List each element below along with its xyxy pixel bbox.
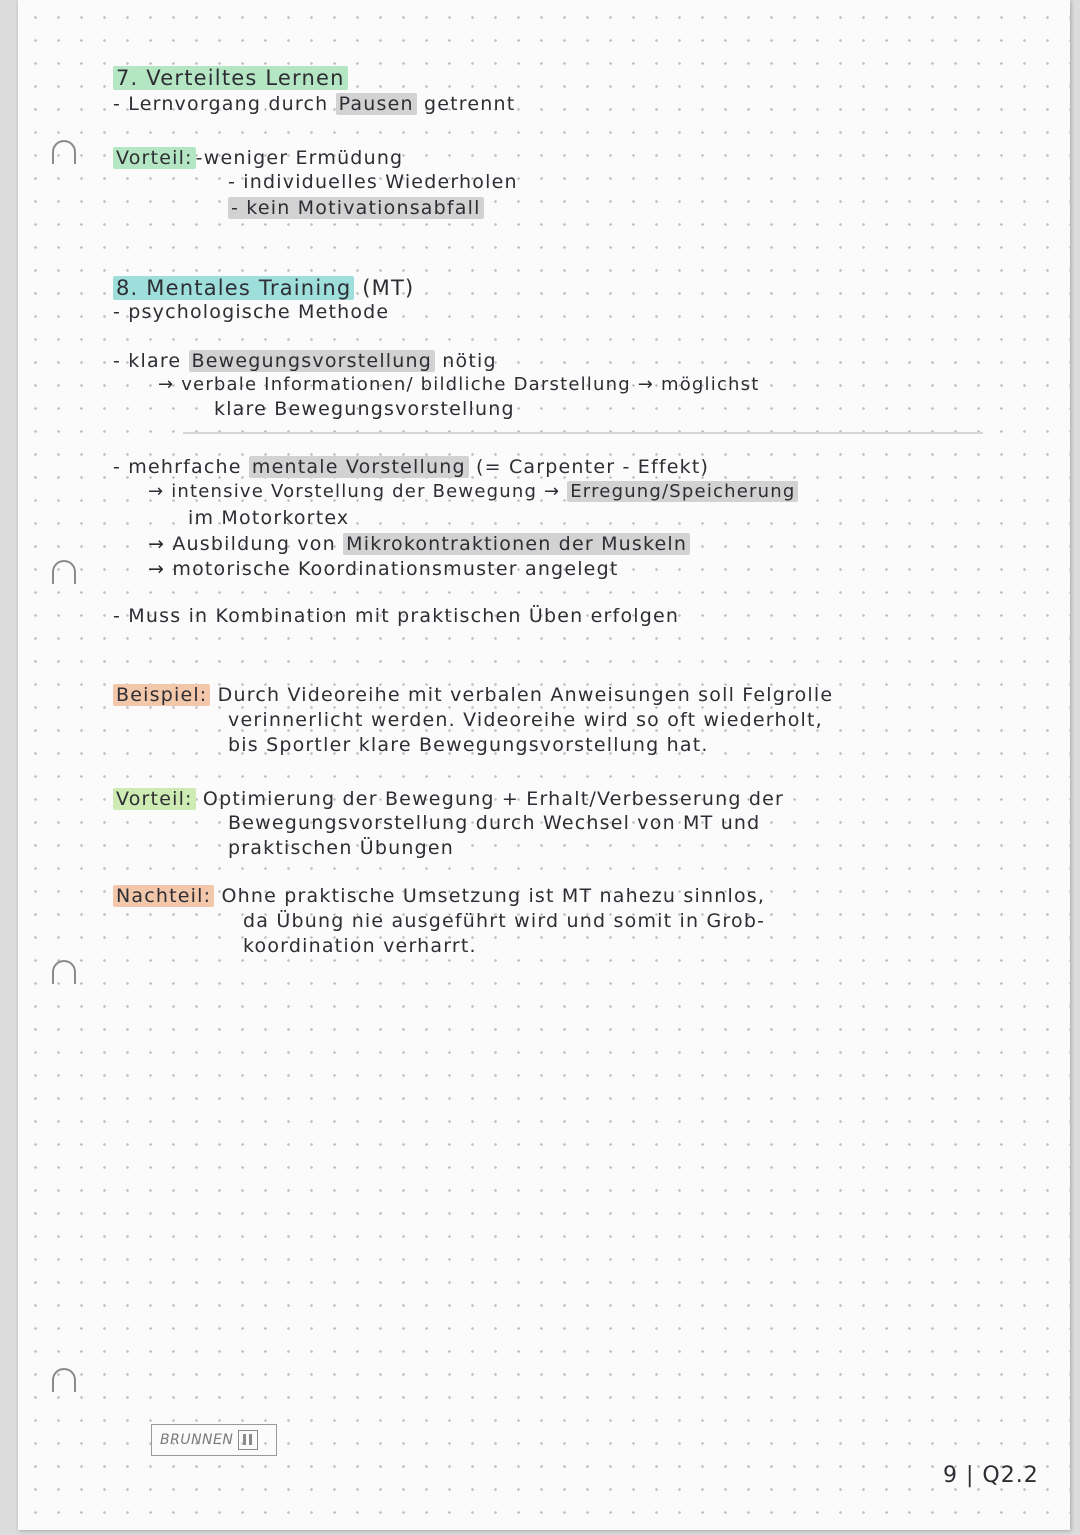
section7-line1: - Lernvorgang durch Pausen getrennt: [113, 93, 516, 115]
mehrfach-line: - mehrfache mentale Vorstellung (= Carpenter - Effekt): [113, 456, 710, 478]
brand-logo: BRUNNEN: [151, 1424, 277, 1456]
klare-arrow-line: → verbale Informationen/ bildliche Darstellung → möglichst: [158, 374, 760, 395]
mehrfach-cont: im Motorkortex: [188, 507, 350, 529]
motorisch-line: → motorische Koordinationsmuster angelegt: [148, 558, 619, 580]
nachteil-line: da Übung nie ausgeführt wird und somit in Grob-: [243, 910, 766, 932]
binder-hole-icon: [52, 140, 76, 164]
klare-cont: klare Bewegungsvorstellung: [214, 398, 515, 420]
binder-hole-icon: [52, 560, 76, 584]
beispiel-line: bis Sportler klare Bewegungsvorstellung hat.: [228, 734, 709, 756]
binder-hole-icon: [52, 1368, 76, 1392]
nachteil-line: Nachteil: Ohne praktische Umsetzung ist MT nahezu sinnlos,: [113, 884, 765, 908]
notebook-page: [18, 0, 1070, 1530]
vorteil-line: Vorteil: Optimierung der Bewegung + Erhalt/Verbesserung der: [113, 787, 784, 811]
ausbildung-line: → Ausbildung von Mikrokontraktionen der Muskeln: [148, 532, 690, 556]
muss-line: - Muss in Kombination mit praktischen Üben erfolgen: [113, 605, 680, 627]
page-number: 9 | Q2.2: [943, 1463, 1039, 1488]
section8-line1: - psychologische Methode: [113, 301, 390, 323]
nachteil-line: koordination verharrt.: [243, 935, 477, 957]
beispiel-line: Beispiel: Durch Videoreihe mit verbalen Anweisungen soll Felgrolle: [113, 683, 833, 707]
divider: [183, 432, 983, 434]
section7-vorteil: Vorteil: -weniger Ermüdung: [113, 146, 403, 170]
vorteil-line: Bewegungsvorstellung durch Wechsel von MT und: [228, 812, 761, 834]
beispiel-line: verinnerlicht werden. Videoreihe wird so oft wiederholt,: [228, 709, 823, 731]
section8-title: 8. Mentales Training (MT): [113, 276, 414, 300]
section7-vorteil-item: - kein Motivationsabfall: [228, 196, 484, 220]
section7-vorteil-item: - individuelles Wiederholen: [228, 171, 518, 193]
section7-title: 7. Verteiltes Lernen: [113, 66, 348, 90]
vorteil-line: praktischen Übungen: [228, 837, 455, 859]
klare-line: - klare Bewegungsvorstellung nötig: [113, 350, 497, 372]
mehrfach-arrow-line: → intensive Vorstellung der Bewegung → Erregung/Speicherung: [148, 480, 798, 504]
binder-hole-icon: [52, 960, 76, 984]
brand-logo-icon: [238, 1430, 258, 1450]
